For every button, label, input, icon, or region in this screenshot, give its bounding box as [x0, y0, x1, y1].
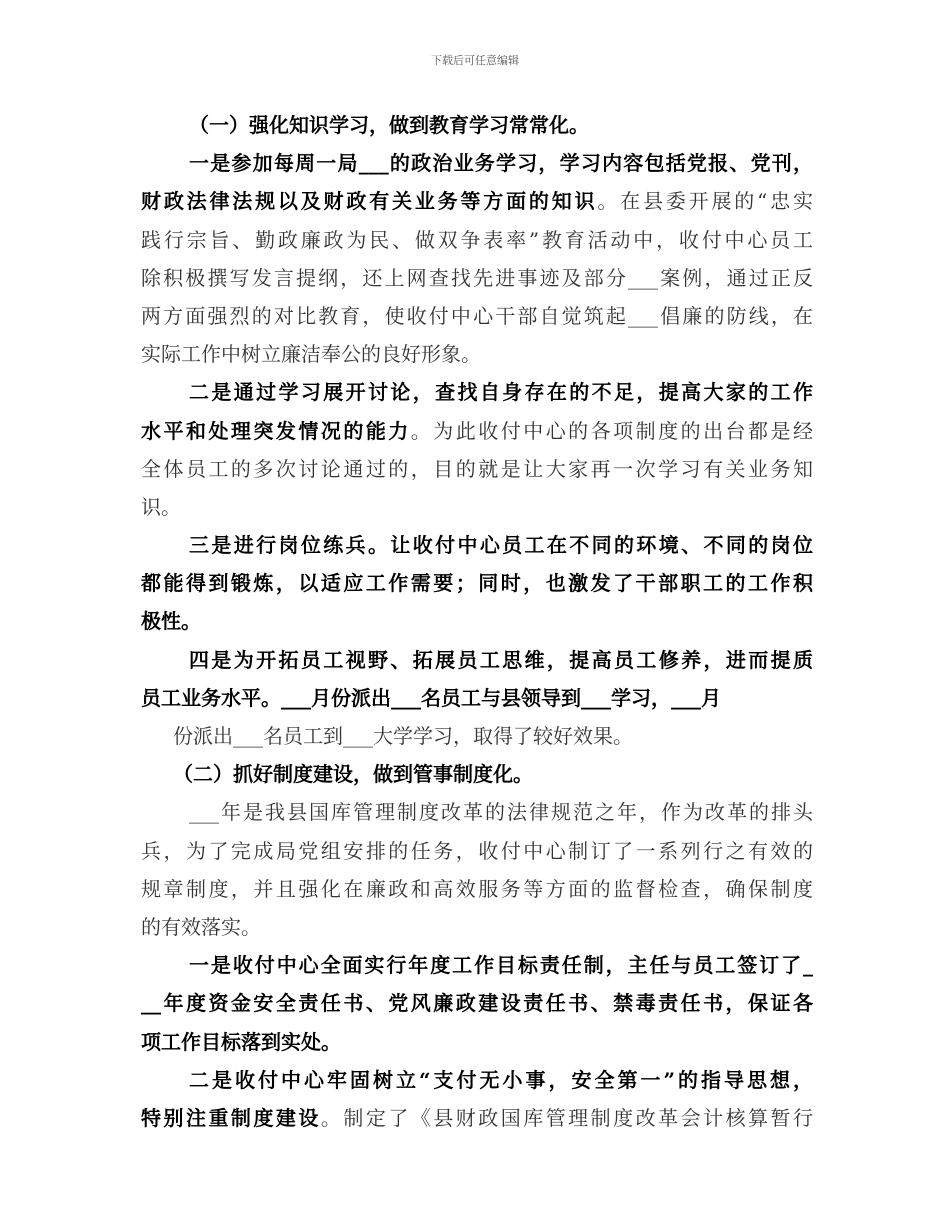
text-line [141, 526, 813, 564]
body-text: 两方面强烈的对比教育，使收付中心干部自觉筑起___倡廉的防线，在 [141, 303, 813, 328]
bold-text: （二）抓好制度建设，做到管事制度化。 [173, 762, 533, 787]
text-line [141, 946, 813, 984]
text-line [141, 297, 813, 335]
text-line [141, 335, 813, 373]
text-line [141, 373, 813, 411]
text-line [141, 106, 813, 144]
text-line [141, 984, 813, 1022]
body-text: 。在县委开展的“忠实 [597, 189, 813, 214]
bold-text: 财政法律法规以及财政有关业务等方面的知识 [141, 189, 598, 214]
text-line [141, 908, 813, 946]
body-text: 。制定了《县财政国库管理制度改革会计核算暂行 [320, 1105, 813, 1130]
body-text: ___年是我县国库管理制度改革的法律规范之年，作为改革的排头 [189, 800, 813, 825]
text-line [141, 412, 813, 450]
bold-text: 二是通过学习展开讨论，查找自身存在的不足，提高大家的工作 [189, 380, 813, 405]
page-header: 下载后可任意编辑 [431, 54, 519, 67]
text-line [141, 221, 813, 259]
bold-text: 员工业务水平。___月份派出___名员工与县领导到___学习，___月 [141, 685, 721, 710]
body-text: 份派出___名员工到___大学学习，取得了较好效果。 [173, 724, 633, 748]
body-text: 规章制度，并且强化在廉政和高效服务等方面的监督检查，确保制度 [141, 876, 813, 901]
text-line [141, 1061, 813, 1099]
text-line [141, 717, 813, 755]
text-line [141, 182, 813, 220]
body-text: 全体员工的多次讨论通过的，目的就是让大家再一次学习有关业务知 [141, 456, 813, 481]
bold-text: 都能得到锻炼，以适应工作需要；同时，也激发了干部职工的工作积 [141, 571, 813, 596]
text-line [141, 1099, 813, 1137]
bold-text: 一是参加每周一局___的政治业务学习，学习内容包括党报、党刊， [189, 151, 813, 176]
body-text: 实际工作中树立廉洁奉公的良好形象。 [141, 342, 481, 367]
bold-text: 特别注重制度建设 [141, 1105, 321, 1130]
text-line [141, 450, 813, 488]
text-line [141, 1023, 813, 1061]
bold-text: 项工作目标落到实处。 [141, 1029, 341, 1054]
body-text: 践行宗旨、勤政廉政为民、做双争表率”教育活动中，收付中心员工 [141, 227, 813, 252]
text-line [141, 602, 813, 640]
text-line [141, 144, 813, 182]
text-line [141, 259, 813, 297]
bold-text: 一是收付中心全面实行年度工作目标责任制，主任与员工签订了_ [189, 953, 813, 978]
bold-text: 极性。 [141, 609, 201, 634]
bold-text: 三是进行岗位练兵。让收付中心员工在不同的环境、不同的岗位 [189, 533, 813, 558]
body-text: 。为此收付中心的各项制度的出台都是经 [410, 418, 813, 443]
document-body [141, 106, 813, 1137]
bold-text: 二是收付中心牢固树立“支付无小事，安全第一”的指导思想， [189, 1067, 813, 1092]
bold-text: 四是为开拓员工视野、拓展员工思维，提高员工修养，进而提质 [189, 647, 813, 672]
text-line [141, 755, 813, 793]
body-text: 除积极撰写发言提纲，还上网查找先进事迹及部分___案例，通过正反 [141, 265, 813, 290]
text-line [141, 564, 813, 602]
bold-text: （一）强化知识学习，做到教育学习常常化。 [189, 113, 589, 137]
body-text: 的有效落实。 [141, 914, 261, 939]
bold-text: 水平和处理突发情况的能力 [141, 418, 411, 443]
text-line [141, 832, 813, 870]
text-line [141, 793, 813, 831]
text-line [141, 488, 813, 526]
text-line [141, 641, 813, 679]
body-text: 识。 [141, 494, 181, 519]
text-line [141, 870, 813, 908]
text-line [141, 679, 813, 717]
body-text: 兵，为了完成局党组安排的任务，收付中心制订了一系列行之有效的 [141, 838, 813, 863]
bold-text: __年度资金安全责任书、党风廉政建设责任书、禁毒责任书，保证各 [141, 991, 813, 1016]
